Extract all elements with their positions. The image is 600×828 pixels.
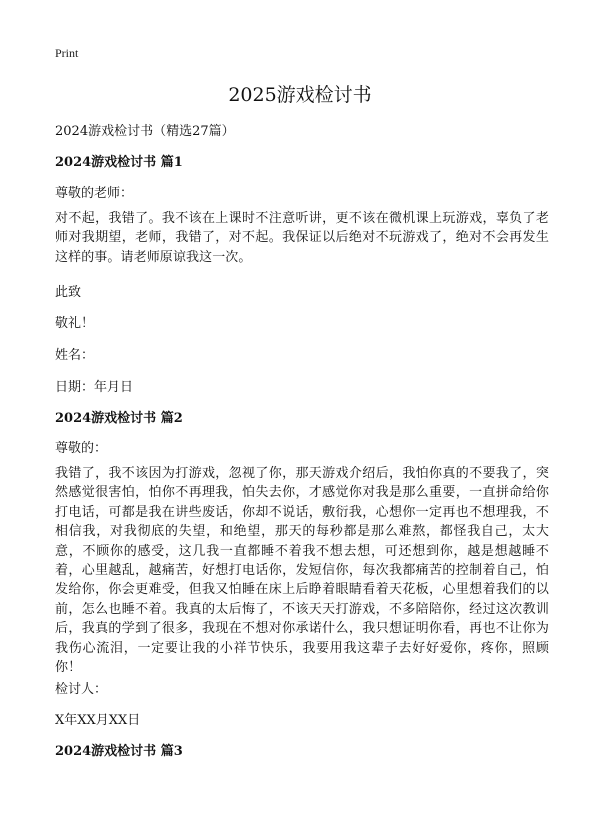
section-heading-2: 2024游戏检讨书 篇2	[55, 411, 183, 426]
section-1-greeting: 尊敬的老师：	[55, 186, 134, 201]
section-heading-3: 2024游戏检讨书 篇3	[55, 744, 183, 759]
section-1-body: 对不起，我错了。我不该在上课时不注意听讲，更不该在微机课上玩游戏，辜负了老师对我期望，老师，我错了，对不起。我保证以后绝对不玩游戏了，绝对不会再发生这样的事。请老师原谅我这一次。	[55, 211, 549, 265]
section-2-date-label: X年XX月XX日	[55, 713, 141, 728]
section-heading-1: 2024游戏检讨书 篇1	[55, 155, 183, 170]
section-2-signer-label: 检讨人：	[55, 682, 108, 697]
section-2-greeting: 尊敬的：	[55, 441, 108, 456]
section-1-name-label: 姓名：	[55, 348, 95, 363]
section-1-closing-1: 此致	[55, 285, 82, 300]
section-2-body: 我错了，我不该因为打游戏，忽视了你，那天游戏介绍后，我怕你真的不要我了，突然感觉很害怕，怕你不再理我，怕失去你，才感觉你对我是那么重要，一直拼命给你打电话，可都是我在讲些废话，你却不说话，敷衍我，心想你一定再也不想理我，不相信我，对我彻底的失望，和绝望，那天的每秒都是那么难熬，都怪我自己，太大意，不顾你的感受，这几我一直都睡不着我不想去想，可还想到你，越是想越睡不着，心里越乱，越痛苦，好想打电话你，发短信你，每次我都痛苦的控制着自己，怕发给你，你会更难受，但我又怕睡在床上后睁着眼睛看着天花板，心里想着我们的以前，怎么也睡不着。我真的太后悔了，不该天天打游戏，不多陪陪你，经过这次教训后，我真的学到了很多，我现在不想对你承诺什么，我只想证明你看，再也不让你为我伤心流泪，一定要让我的小祥节快乐，我要用我这辈子去好好爱你，疼你，照顾你！	[55, 466, 549, 676]
section-1-date-label: 日期：年月日	[55, 380, 134, 395]
section-1-closing-2: 敬礼！	[55, 316, 95, 331]
print-link[interactable]: Print	[55, 46, 79, 60]
document-subtitle: 2024游戏检讨书（精选27篇）	[55, 124, 235, 139]
page-title: 2025游戏检讨书	[228, 84, 372, 106]
